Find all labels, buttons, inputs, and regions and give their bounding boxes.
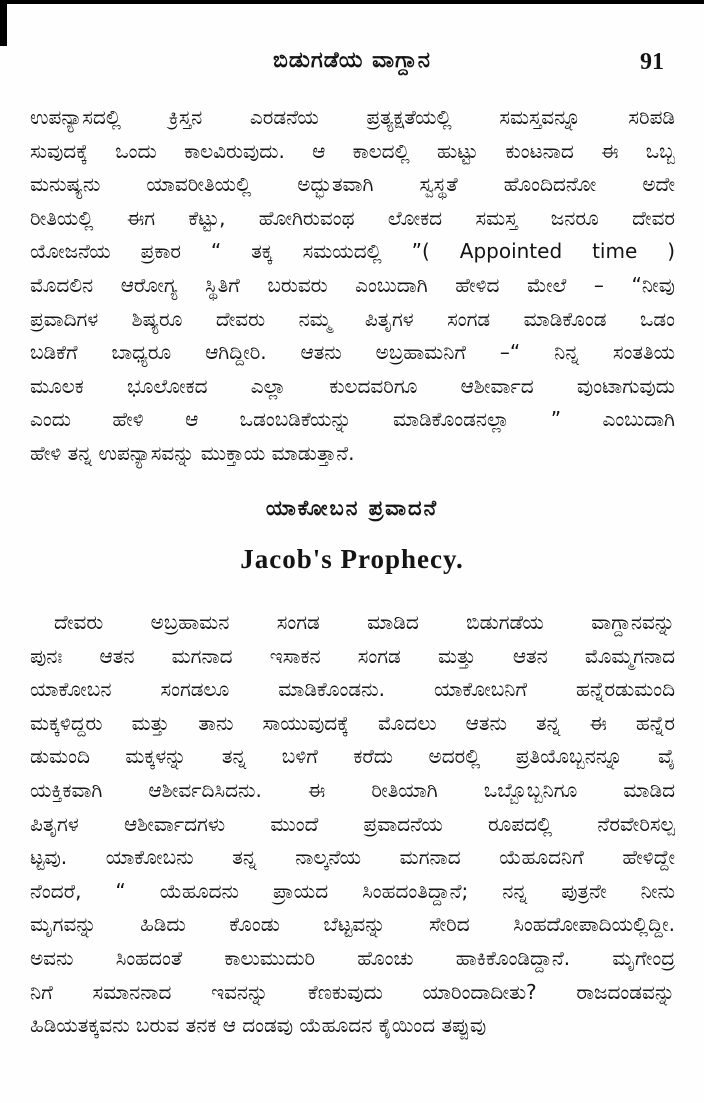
text-line: ಡುಮಂದಿ ಮಕ್ಕಳನ್ನು ತನ್ನ ಬಳಿಗೆ ಕರೆದು ಅದರಲ್ಲಿ ಪ್ರತಿಯೊಬ್ಬನನ್ನೂ ವೈ (30, 744, 675, 769)
text-line: ಹೇಳಿ ತನ್ನ ಉಪನ್ಯಾಸವನ್ನು ಮುಕ್ತಾಯ ಮಾಡುತ್ತಾನೆ. (30, 440, 355, 465)
text-line: ಪ್ರವಾದಿಗಳ ಶಿಷ್ಯರೂ ದೇವರು ನಮ್ಮ ಪಿತೃಗಳ ಸಂಗಡ ಮಾಡಿಕೊಂಡ ಒಡಂ (30, 306, 675, 331)
text-line: ಮೂಲಕ ಭೂಲೋಕದ ಎಲ್ಲಾ ಕುಲದವರಿಗೂ ಆಶೀರ್ವಾದ ವುಂಟಾಗುವುದು (30, 373, 675, 398)
scan-artifact-left-edge (0, 0, 7, 46)
text-line: ಮಕ್ಕಳಿದ್ದರು ಮತ್ತು ತಾನು ಸಾಯುವುದಕ್ಕೆ ಮೊದಲು ಆತನು ತನ್ನ ಈ ಹನ್ನೆರ (30, 710, 675, 735)
text-line: ಹಿಡಿಯತಕ್ಕವನು ಬರುವ ತನಕ ಆ ದಂಡವು ಯೆಹೂದನ ಕೈಯಿಂದ ತಪ್ಪುವು (30, 1013, 487, 1038)
text-line: ಯಕ್ತಿಕವಾಗಿ ಆಶೀರ್ವದಿಸಿದನು. ಈ ರೀತಿಯಾಗಿ ಒಬ್ಬೊಬ್ಬನಿಗೂ ಮಾಡಿದ (30, 777, 675, 802)
text-line: ಸುವುದಕ್ಕೆ ಒಂದು ಕಾಲವಿರುವುದು. ಆ ಕಾಲದಲ್ಲಿ ಹುಟ್ಟು ಕುಂಟನಾದ ಈ ಒಬ್ಬ (30, 138, 675, 163)
running-title: ಬಿಡುಗಡೆಯ ವಾಗ್ದಾನ (273, 48, 431, 73)
text-line: ನೆಂದರೆ, “ ಯೆಹೂದನು ಪ್ರಾಯದ ಸಿಂಹದಂತಿದ್ದಾನೆ; ನನ್ನ ಪುತ್ರನೇ ನೀನು (30, 878, 675, 903)
section-heading-english: Jacob's Prophecy. (240, 544, 464, 574)
paragraph-1 (30, 101, 675, 471)
text-line: ಮನುಷ್ಯನು ಯಾವರೀತಿಯಲ್ಲಿ ಅದ್ಭುತವಾಗಿ ಸ್ವಸ್ಥತೆ ಹೊಂದಿದನೋ ಅದೇ (30, 172, 675, 197)
section-heading-kannada: ಯಾಕೋಬನ ಪ್ರವಾದನೆ (265, 496, 439, 520)
text-line: ಅವನು ಸಿಂಹದಂತೆ ಕಾಲುಮುದುರಿ ಹೊಂಚು ಹಾಕಿಕೊಂಡಿದ್ದಾನೆ. ಮೃಗೇಂದ್ರ (30, 945, 675, 970)
text-line: ಯೋಜನೆಯ ಪ್ರಕಾರ “ ತಕ್ಕ ಸಮಯದಲ್ಲಿ ”( Appointed time ) (30, 239, 675, 264)
text-line: ರೀತಿಯಲ್ಲಿ ಈಗ ಕೆಟ್ಟು, ಹೋಗಿರುವಂಥ ಲೋಕದ ಸಮಸ್ತ ಜನರೂ ದೇವರ (30, 205, 675, 230)
page-header (30, 48, 674, 82)
text-line: ದೇವರು ಅಬ್ರಹಾಮನ ಸಂಗಡ ಮಾಡಿದ ಬಿಡುಗಡೆಯ ವಾಗ್ದಾನವನ್ನು (54, 610, 675, 634)
text-line: ಯಾಕೋಬನ ಸಂಗಡಲೂ ಮಾಡಿಕೊಂಡನು. ಯಾಕೋಬನಿಗೆ ಹನ್ನೆರಡುಮಂದಿ (30, 677, 675, 702)
text-line: ಪುನಃ ಆತನ ಮಗನಾದ ಇಸಾಕನ ಸಂಗಡ ಮತ್ತು ಆತನ ಮೊಮ್ಮಗನಾದ (30, 643, 675, 668)
text-line: ಪಿತೃಗಳ ಆಶೀರ್ವಾದಗಳು ಮುಂದೆ ಪ್ರವಾದನೆಯ ರೂಪದಲ್ಲಿ ನೆರವೇರಿಸಲ್ಪ (30, 811, 675, 836)
scan-artifact-top-edge (0, 0, 704, 4)
text-line: ಟ್ಟವು. ಯಾಕೋಬನು ತನ್ನ ನಾಲ್ಕನೆಯ ಮಗನಾದ ಯೆಹೂದನಿಗೆ ಹೇಳಿದ್ದೇ (30, 845, 675, 870)
page-number: 91 (640, 49, 664, 75)
text-line: ಮೊದಲಿನ ಆರೋಗ್ಯ ಸ್ಥಿತಿಗೆ ಬರುವರು ಎಂಬುದಾಗಿ ಹೇಳಿದ ಮೇಲೆ – “ನೀವು (30, 272, 675, 297)
text-line: ನಿಗೆ ಸಮಾನನಾದ ಇವನನ್ನು ಕೆಣಕುವುದು ಯಾರಿಂದಾದೀತು? ರಾಜದಂಡವನ್ನು (30, 979, 675, 1004)
text-line: ಉಪನ್ಯಾಸದಲ್ಲಿ ಕ್ರಿಸ್ತನ ಎರಡನೆಯ ಪ್ರತ್ಯಕ್ಷತೆಯಲ್ಲಿ ಸಮಸ್ತವನ್ನೂ ಸರಿಪಡಿ (30, 105, 675, 129)
paragraph-2 (30, 606, 675, 1043)
text-line: ಮೃಗವನ್ನು ಹಿಡಿದು ಕೊಂಡು ಬೆಟ್ಟವನ್ನು ಸೇರಿದ ಸಿಂಹದೋಪಾದಿಯಲ್ಲಿದ್ದೀ. (30, 912, 675, 937)
text-line: ಬಡಿಕೆಗೆ ಬಾಧ್ಯರೂ ಆಗಿದ್ದೀರಿ. ಆತನು ಅಬ್ರಹಾಮನಿಗೆ –“ ನಿನ್ನ ಸಂತತಿಯ (30, 340, 675, 365)
text-line: ಎಂದು ಹೇಳಿ ಆ ಒಡಂಬಡಿಕೆಯನ್ನು ಮಾಡಿಕೊಂಡನಲ್ಲಾ ” ಎಂಬುದಾಗಿ (30, 407, 675, 432)
